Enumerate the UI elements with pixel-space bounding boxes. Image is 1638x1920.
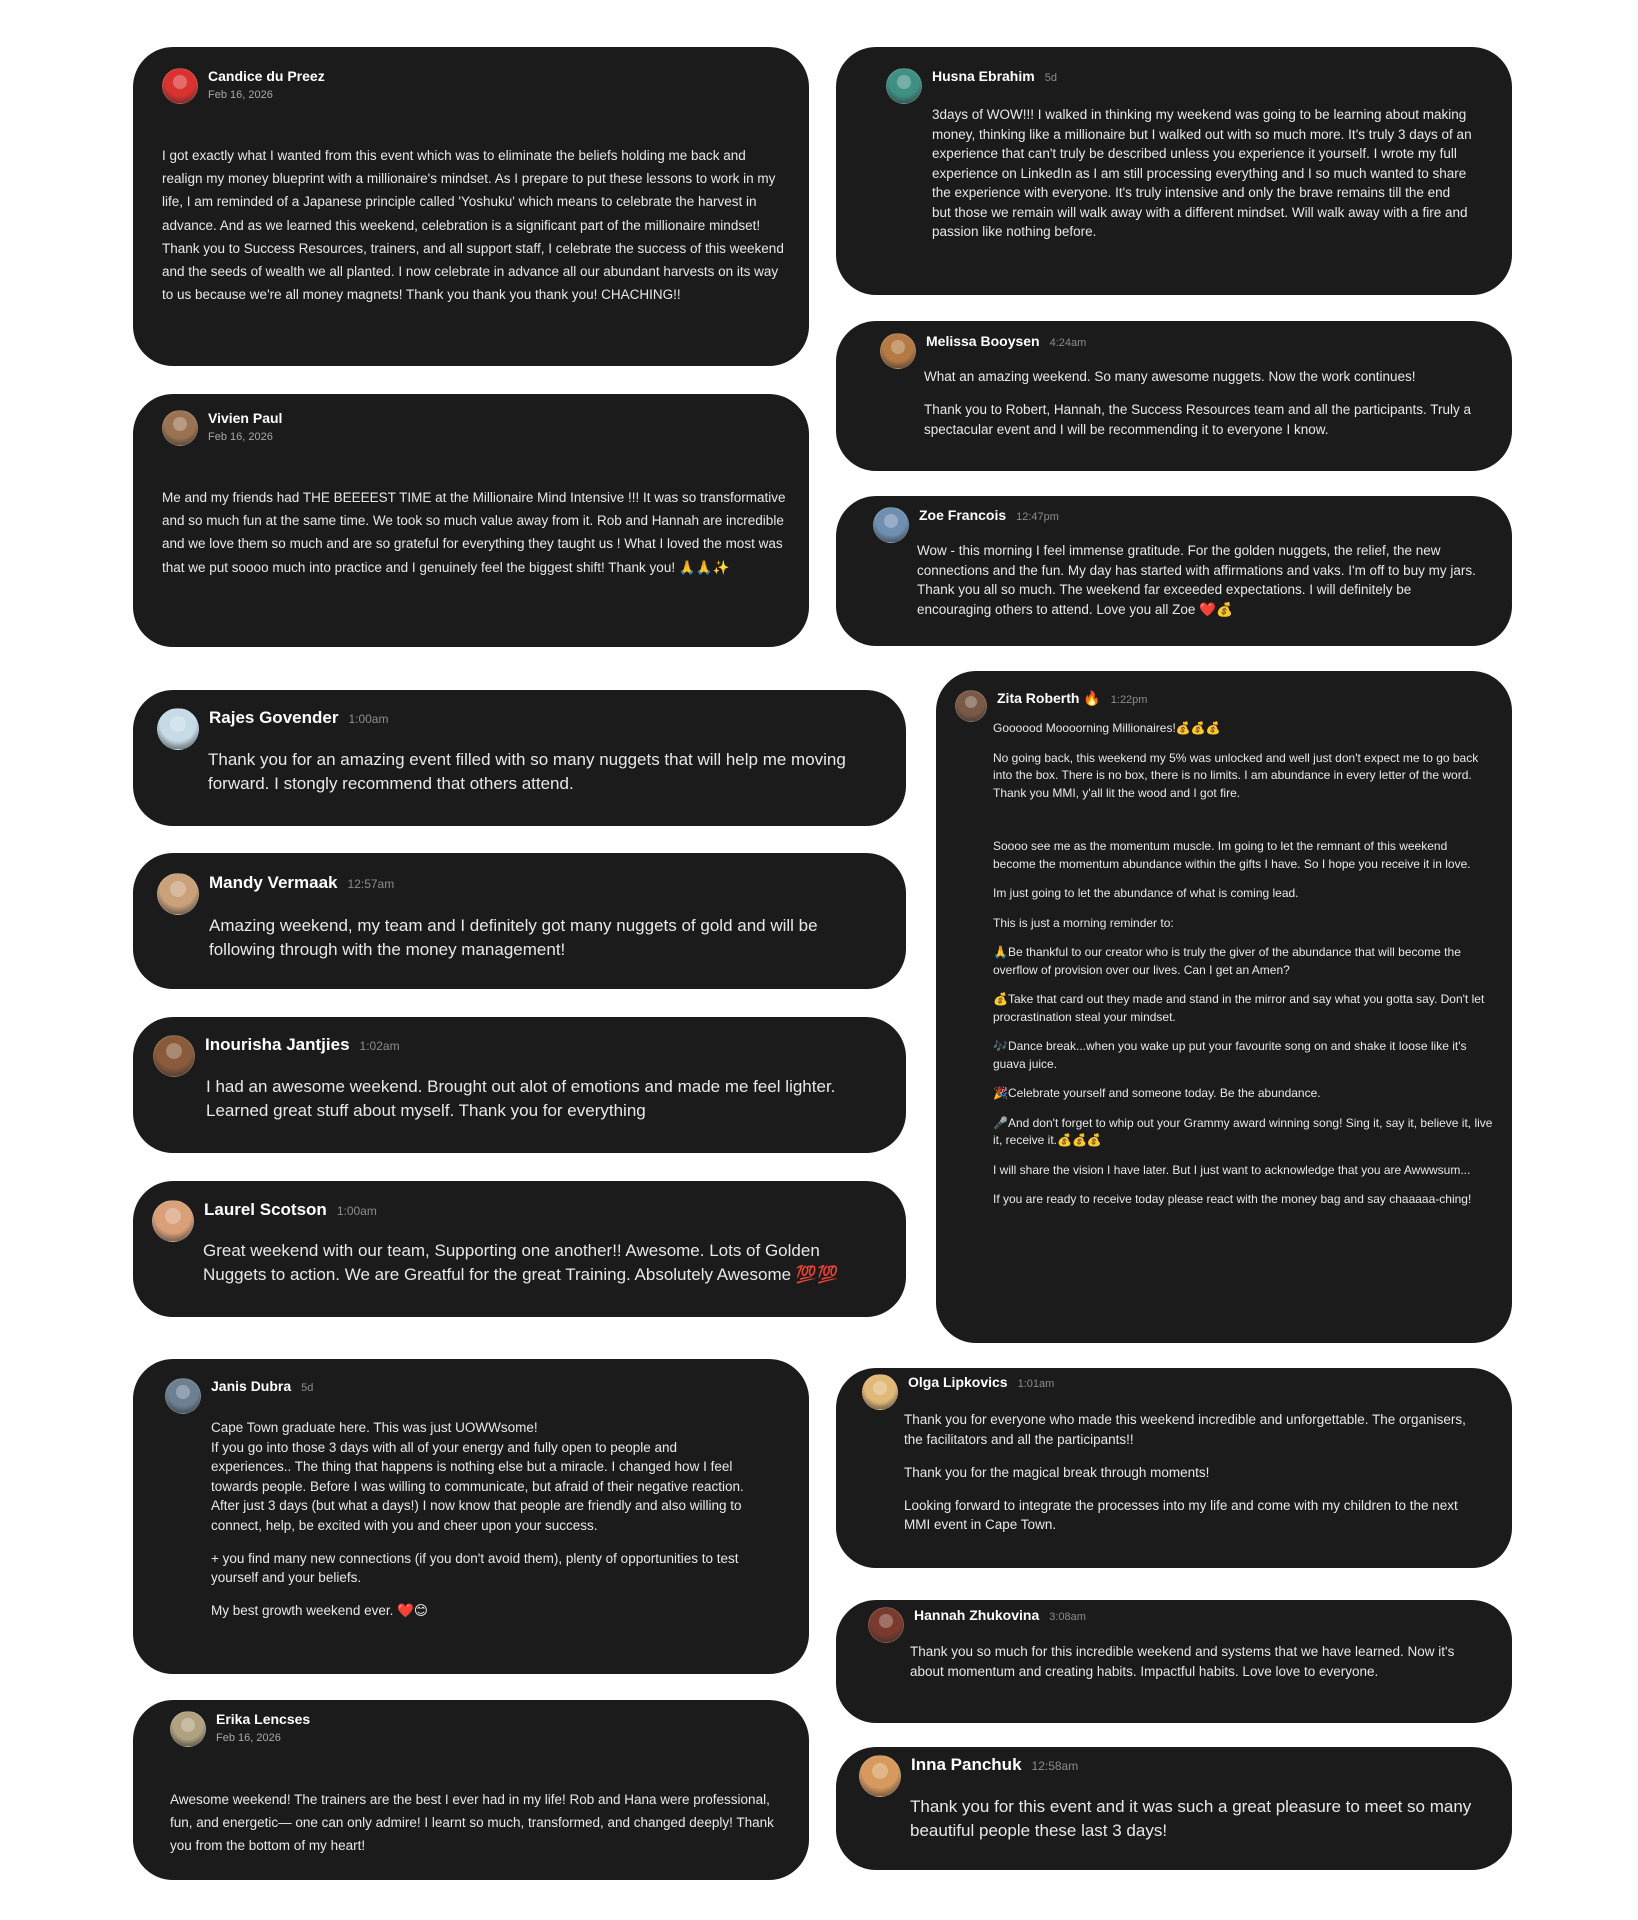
- review-paragraph: [993, 814, 1493, 826]
- post-time: 1:02am: [359, 1039, 400, 1053]
- avatar-photo-icon: [153, 1035, 195, 1077]
- review-card: [836, 321, 1512, 471]
- review-meta: [997, 690, 1147, 708]
- review-paragraph: Amazing weekend, my team and I definitely got many nuggets of gold and will be following through with the money management!: [209, 916, 818, 959]
- author-name: Hannah Zhukovina: [914, 1607, 1040, 1623]
- avatar-photo-icon: [880, 333, 916, 369]
- review-paragraph: I will share the vision I have later. But I just want to acknowledge that you are Awwwsum...: [993, 1162, 1471, 1177]
- avatar-photo-icon: [859, 1755, 901, 1797]
- review-card: [133, 1359, 809, 1674]
- review-text: [904, 1410, 1474, 1535]
- post-time: 4:24am: [1049, 337, 1087, 349]
- review-meta: [908, 1374, 1054, 1392]
- review-header: [153, 1035, 400, 1077]
- review-paragraph: This is just a morning reminder to:: [993, 915, 1174, 930]
- review-text: [162, 486, 787, 579]
- review-text: [162, 144, 787, 306]
- review-meta: [211, 1378, 313, 1396]
- review-header: [880, 333, 1086, 369]
- review-paragraph: + you find many new connections (if you don't avoid them), plenty of opportunities to test yourself and your beliefs.: [211, 1550, 739, 1585]
- review-text: [208, 748, 878, 796]
- review-paragraph: My best growth weekend ever. ❤️😊: [211, 1603, 428, 1618]
- author-name: Mandy Vermaak: [209, 873, 338, 892]
- review-paragraph: Wow - this morning I feel immense gratitude. For the golden nuggets, the relief, the new connections and the fun. My day has started with affirmations and vaks. I'm off to buy my jars. Thank you all so much. The weekend far exceeded expectations. I will definitely be encouraging others to attend. Love you all Zoe ❤️💰: [917, 543, 1476, 617]
- author-name: Rajes Govender: [209, 708, 339, 727]
- author-name: Husna Ebrahim: [932, 68, 1035, 84]
- review-paragraph: Thank you for everyone who made this weekend incredible and unforgettable. The organisers, the facilitators and all the participants!!: [904, 1412, 1466, 1447]
- review-paragraph: Cape Town graduate here. This was just UOWWsome! If you go into those 3 days with all of your energy and fully open to people and experiences.. The thing that happens is nothing else but a miracle. I changed how I feel towards people. Before I was willing to communicate, but afraid of their negative reaction. After just 3 days (but what a days!) I now know that people are friendly and also willing to connect, help, be excited with you and cheer upon your success.: [211, 1420, 744, 1533]
- review-header: [162, 410, 282, 446]
- review-paragraph: If you are ready to receive today please react with the money bag and say chaaaaa-ching!: [993, 1192, 1472, 1206]
- review-text: [910, 1795, 1500, 1843]
- review-paragraph: Great weekend with our team, Supporting one another!! Awesome. Lots of Golden Nuggets to action. We are Greatful for the great Training. Absolutely Awesome 💯💯: [203, 1241, 839, 1284]
- review-card: [836, 1368, 1512, 1568]
- review-card: [133, 853, 906, 989]
- avatar-photo-icon: [868, 1607, 904, 1643]
- review-header: [859, 1755, 1078, 1797]
- review-paragraph: Thank you for an amazing event filled with so many nuggets that will help me moving forward. I stongly recommend that others attend.: [208, 750, 846, 793]
- author-name: Erika Lencses: [216, 1711, 311, 1727]
- review-text: [170, 1788, 795, 1858]
- author-name: Melissa Booysen: [926, 333, 1040, 349]
- review-meta: [208, 68, 325, 102]
- review-paragraph: 🎉Celebrate yourself and someone today. Be the abundance.: [993, 1086, 1321, 1100]
- author-name: Inourisha Jantjies: [205, 1035, 350, 1054]
- review-text: [932, 105, 1472, 242]
- review-paragraph: Soooo see me as the momentum muscle. Im going to let the remnant of this weekend become the momentum abundance within the gifts I have. So I hope you receive it in love.: [993, 839, 1471, 871]
- post-time: 3:08am: [1049, 1611, 1086, 1623]
- post-time: 12:58am: [1031, 1759, 1079, 1773]
- review-text: [917, 541, 1487, 619]
- review-header: [873, 507, 1059, 543]
- post-time: 1:01am: [1017, 1378, 1055, 1390]
- review-text: [993, 720, 1493, 1209]
- review-header: [886, 68, 1057, 104]
- review-text: [211, 1418, 751, 1621]
- author-name: Laurel Scotson: [204, 1200, 327, 1219]
- review-meta: [914, 1607, 1086, 1625]
- avatar-photo-icon: [862, 1374, 898, 1410]
- review-meta: [911, 1755, 1078, 1775]
- review-text: [203, 1239, 873, 1287]
- review-header: [157, 708, 388, 750]
- avatar-photo-icon: [157, 873, 199, 915]
- review-meta: [204, 1200, 377, 1220]
- review-text: [209, 914, 879, 962]
- review-paragraph: Thank you so much for this incredible weekend and systems that we have learned. Now it's about momentum and creating habits. Impactful habits. Love love to everyone.: [910, 1644, 1455, 1679]
- review-paragraph: 3days of WOW!!! I walked in thinking my weekend was going to be learning about making money, thinking like a millionaire but I walked out with so much more. It's truly 3 days of an experience that can't truly be described unless you experience it yourself. I wrote my full experience on LinkedIn as I am still processing everything and I so much wanted to share the experience with everyone. It's truly intensive and only the brave remains till the end but those we remain will walk away with a different mindset. Will walk away with a fire and passion like nothing before.: [932, 107, 1472, 239]
- review-paragraph: 💰Take that card out they made and stand in the mirror and say what you gotta say. Don't let procrastination steal your mindset.: [993, 992, 1485, 1024]
- post-date: Feb 16, 2026: [216, 1732, 281, 1745]
- review-header: [165, 1378, 313, 1414]
- review-meta: [205, 1035, 400, 1055]
- post-time: 5d: [301, 1382, 314, 1394]
- review-meta: [209, 708, 388, 728]
- review-paragraph: Im just going to let the abundance of what is coming lead.: [993, 886, 1299, 900]
- review-card: [836, 1600, 1512, 1723]
- avatar-photo-icon: [873, 507, 909, 543]
- review-card: [133, 1017, 906, 1153]
- review-header: [157, 873, 394, 915]
- review-meta: [919, 507, 1059, 525]
- review-card: [836, 47, 1512, 295]
- review-header: [862, 1374, 1054, 1410]
- author-name: Zita Roberth 🔥: [997, 690, 1101, 706]
- author-name: Olga Lipkovics: [908, 1374, 1008, 1390]
- avatar-photo-icon: [162, 410, 198, 446]
- review-text: [206, 1075, 876, 1123]
- review-meta: [209, 873, 394, 893]
- review-card: [836, 496, 1512, 646]
- avatar-photo-icon: [170, 1711, 206, 1747]
- post-time: 1:00am: [348, 712, 389, 726]
- review-paragraph: What an amazing weekend. So many awesome nuggets. Now the work continues!: [924, 369, 1416, 384]
- review-card: [133, 1700, 809, 1880]
- avatar-photo-icon: [162, 68, 198, 104]
- review-meta: [216, 1711, 310, 1745]
- author-name: Janis Dubra: [211, 1378, 292, 1394]
- author-name: Candice du Preez: [208, 68, 325, 84]
- review-paragraph: Thank you for this event and it was such a great pleasure to meet so many beautiful people these last 3 days!: [910, 1797, 1472, 1840]
- post-time: 5d: [1044, 72, 1057, 84]
- review-paragraph: Awesome weekend! The trainers are the best I ever had in my life! Rob and Hana were professional, fun, and energetic— one can only admire! I learnt so much, transformed, and changed deeply! Thank you from the bottom of my heart!: [170, 1792, 774, 1854]
- review-card: [133, 1181, 906, 1317]
- review-paragraph: No going back, this weekend my 5% was unlocked and well just don't expect me to go back into the box. There is no box, there is no limits. I am abundance in every letter of the word. Thank you MMI, y'all lit the wood and I got fire.: [993, 750, 1479, 800]
- review-paragraph: I had an awesome weekend. Brought out alot of emotions and made me feel lighter. Learned great stuff about myself. Thank you for everything: [206, 1077, 836, 1120]
- post-time: 1:22pm: [1110, 694, 1148, 706]
- review-card: [936, 671, 1512, 1343]
- author-name: Inna Panchuk: [911, 1755, 1022, 1774]
- review-header: [170, 1711, 310, 1747]
- post-time: 12:47pm: [1016, 511, 1059, 523]
- review-paragraph: 🎶Dance break...when you wake up put your favourite song on and shake it loose like it's guava juice.: [993, 1039, 1467, 1071]
- avatar-photo-icon: [157, 708, 199, 750]
- review-paragraph: 🙏Be thankful to our creator who is truly the giver of the abundance that will become the overflow of provision over our lives. Can I get an Amen?: [993, 945, 1461, 977]
- post-date: Feb 16, 2026: [208, 431, 273, 444]
- review-card: [133, 394, 809, 647]
- review-card: [133, 47, 809, 366]
- review-header: [868, 1607, 1086, 1643]
- review-header: [162, 68, 325, 104]
- review-paragraph: Thank you for the magical break through moments!: [904, 1464, 1210, 1480]
- post-time: 12:57am: [347, 877, 395, 891]
- post-date: Feb 16, 2026: [208, 89, 273, 102]
- review-paragraph: I got exactly what I wanted from this event which was to eliminate the beliefs holding me back and realign my money blueprint with a millionaire's mindset. As I prepare to put these lessons to work in my life, I am reminded of a Japanese principle called 'Yoshuku' which means to celebrate the harvest in advance. And as we learned this weekend, celebration is a significant part of the millionaire mindset! Thank you to Success Resources, trainers, and all support staff, I celebrate the success of this weekend and the seeds of wealth we all planted. I now celebrate in advance all our abundant harvests on its way to us because we're all money magnets! Thank you thank you thank you! CHACHING!!: [162, 148, 784, 303]
- review-meta: [208, 410, 282, 444]
- review-paragraph: Thank you to Robert, Hannah, the Success Resources team and all the participants. Truly a spectacular event and I will be recommending it to everyone I know.: [924, 402, 1472, 437]
- review-paragraph: Goooood Moooorning Millionaires!💰💰💰: [993, 721, 1221, 735]
- avatar-photo-icon: [955, 690, 987, 722]
- review-card: [836, 1747, 1512, 1870]
- author-name: Vivien Paul: [208, 410, 283, 426]
- review-header: [152, 1200, 377, 1242]
- review-paragraph: Looking forward to integrate the processes into my life and come with my children to the next MMI event in Cape Town.: [904, 1497, 1458, 1532]
- author-name: Zoe Francois: [919, 507, 1007, 523]
- post-time: 1:00am: [336, 1204, 377, 1218]
- review-meta: [932, 68, 1057, 86]
- review-text: [924, 367, 1494, 439]
- avatar-photo-icon: [886, 68, 922, 104]
- avatar-photo-icon: [165, 1378, 201, 1414]
- review-paragraph: 🎤And don't forget to whip out your Grammy award winning song! Sing it, say it, believe it, live it, receive it.💰💰💰: [993, 1115, 1493, 1147]
- review-header: [955, 690, 1147, 722]
- avatar-photo-icon: [152, 1200, 194, 1242]
- review-card: [133, 690, 906, 826]
- review-text: [910, 1642, 1480, 1681]
- review-paragraph: Me and my friends had THE BEEEEST TIME at the Millionaire Mind Intensive !!! It was so transformative and so much fun at the same time. We took so much value away from it. Rob and Hannah are incredible and we love them so much and are so grateful for everything they taught us ! What I loved the most was that we put soooo much into practice and I genuinely feel the biggest shift! Thank you! 🙏🙏✨: [162, 490, 786, 575]
- review-meta: [926, 333, 1086, 351]
